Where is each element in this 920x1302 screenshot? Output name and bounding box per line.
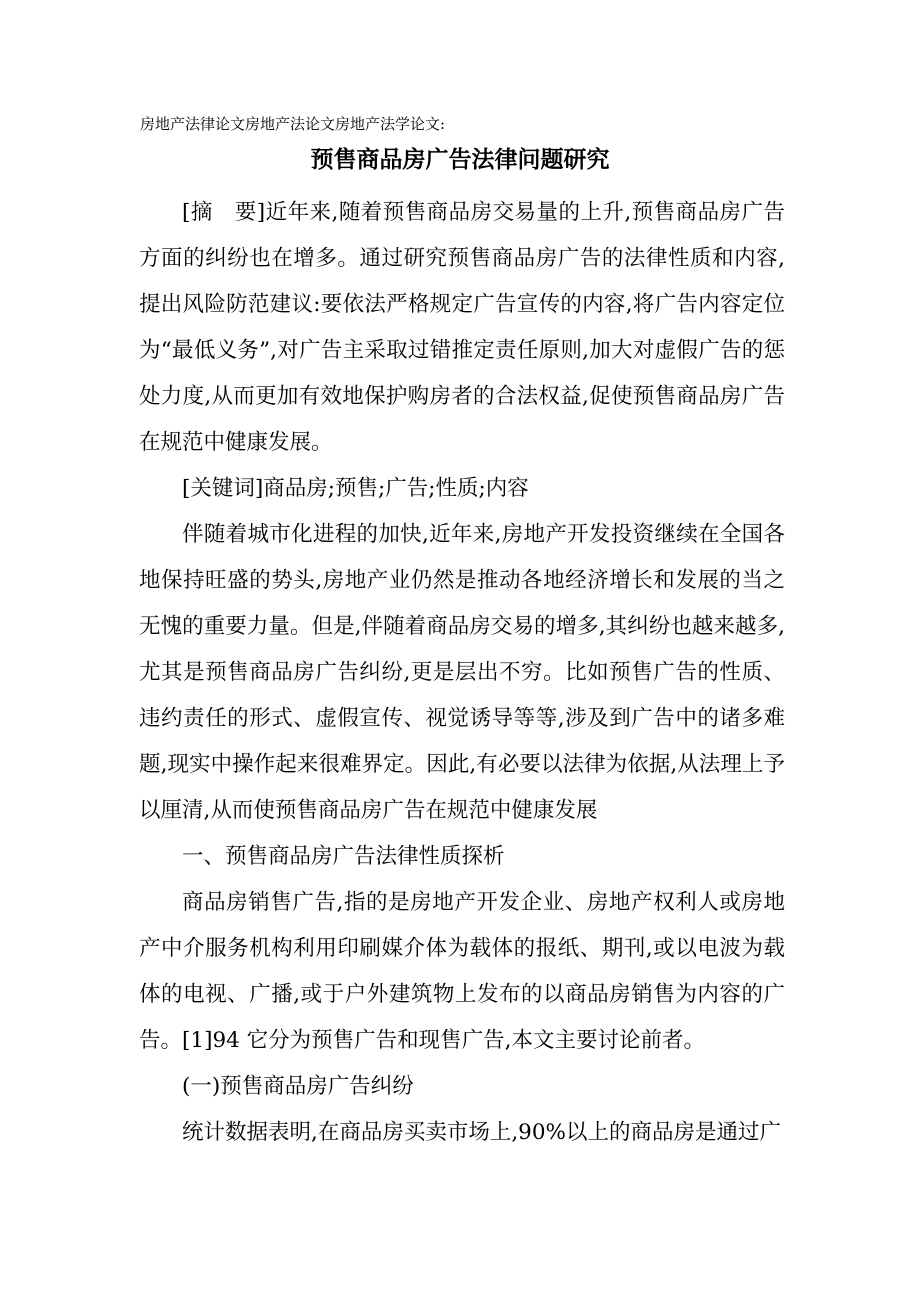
section-heading: 一、预售商品房广告法律性质探析 <box>182 844 505 869</box>
document-body <box>139 190 785 1156</box>
document-header: 房地产法律论文房地产法论文房地产法学论文: <box>140 115 446 133</box>
document-title: 预售商品房广告法律问题研究 <box>310 146 610 173</box>
intro-paragraph: 伴随着城市化进程的加快,近年来,房地产开发投资继续在全国各地保持旺盛的势头,房地产业仍然是推动各地经济增长和发展的当之无愧的重要力量。但是,伴随着商品房交易的增多,其纠纷也越来越多,尤其是预售商品房广告纠纷,更是层出不穷。比如预售广告的性质、违约责任的形式、虚假宣传、视觉诱导等等,涉及到广告中的诸多难题,现实中操作起来很难界定。因此,有必要以法律为依据,从法理上予以厘清,从而使预售商品房广告在规范中健康发展 <box>139 522 785 823</box>
statistics-paragraph: 统计数据表明,在商品房买卖市场上,90%以上的商品房是通过广 <box>182 1120 781 1145</box>
abstract-paragraph: [摘 要]近年来,随着预售商品房交易量的上升,预售商品房广告方面的纠纷也在增多。通过研究预售商品房广告的法律性质和内容,提出风险防范建议:要依法严格规定广告宣传的内容,将广告内容定位为“最低义务”,对广告主采取过错推定责任原则,加大对虚假广告的惩处力度,从而更加有效地保护购房者的合法权益,促使预售商品房广告在规范中健康发展。 <box>139 200 785 455</box>
subsection-heading: (一)预售商品房广告纠纷 <box>182 1074 414 1099</box>
definition-paragraph: 商品房销售广告,指的是房地产开发企业、房地产权利人或房地产中介服务机构利用印刷媒介体为载体的报纸、期刊,或以电波为载体的电视、广播,或于户外建筑物上发布的以商品房销售为内容的广告。[1]94 它分为预售广告和现售广告,本文主要讨论前者。 <box>139 890 785 1053</box>
keywords-paragraph: [关键词]商品房;预售;广告;性质;内容 <box>182 476 529 501</box>
